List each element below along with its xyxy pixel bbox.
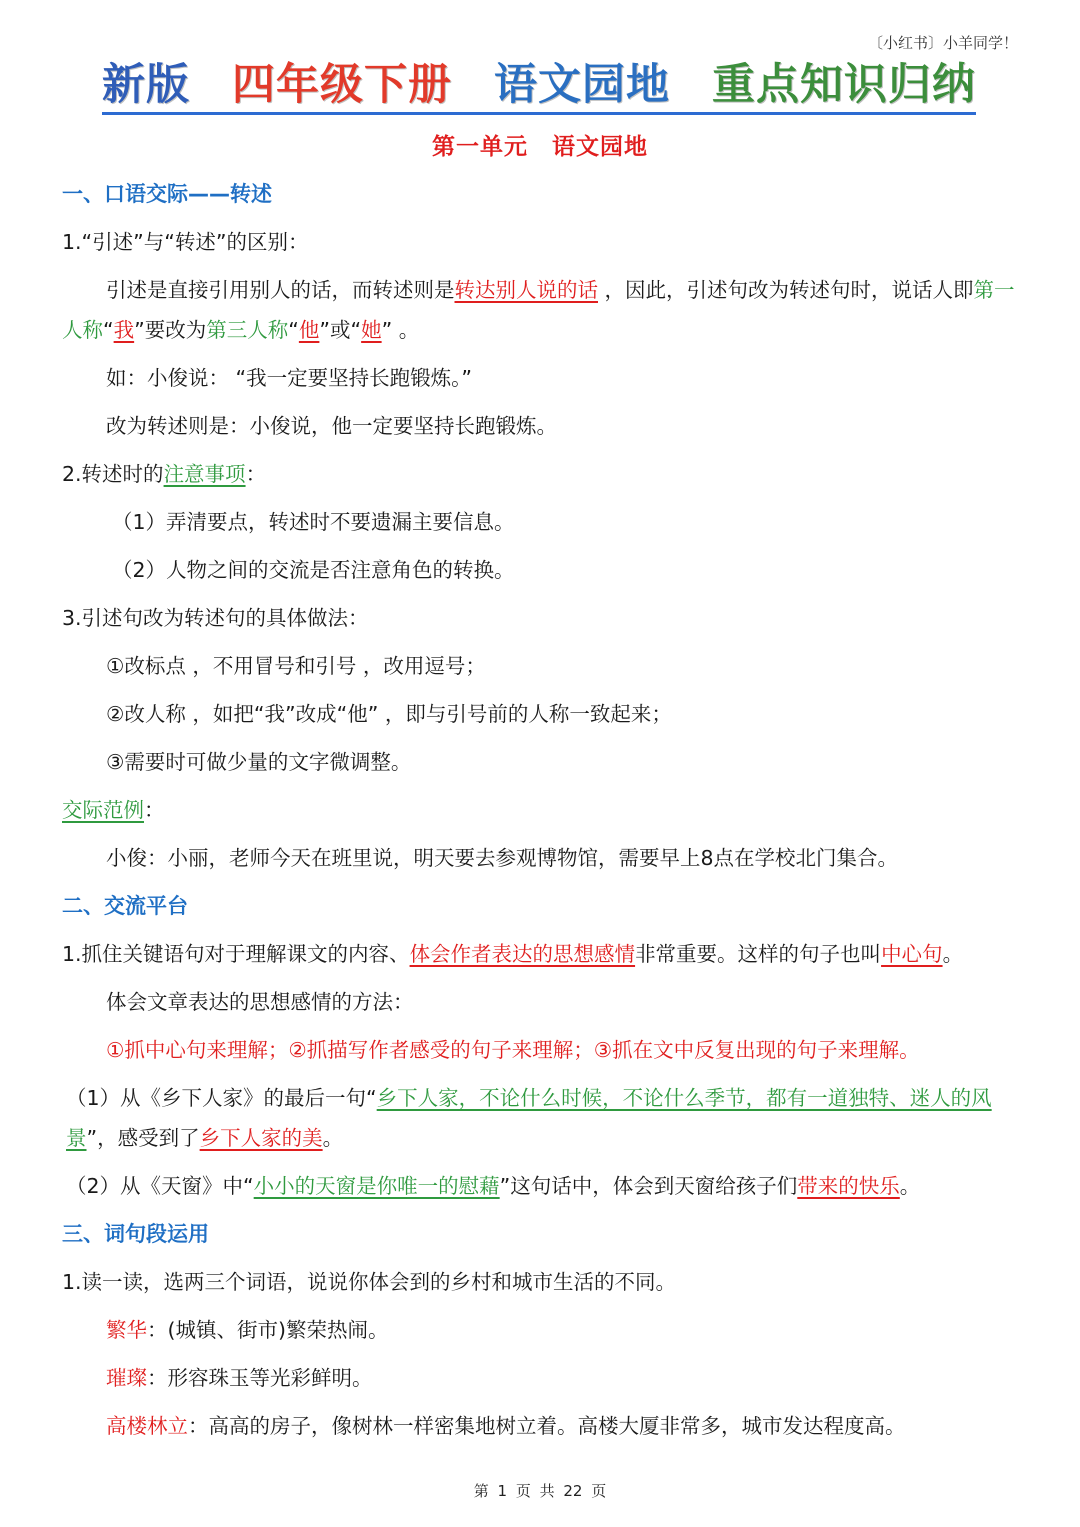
method-step-3: ③需要时可做少量的文字微调整。 <box>106 750 412 774</box>
note-item-2: （2）人物之间的交流是否注意角色的转换。 <box>112 558 515 582</box>
sample-text: 小俊：小丽，老师今天在班里说，明天要去参观博物馆，需要早上8点在学校北门集合。 <box>106 846 899 870</box>
unit-title: 第一单元 语文园地 <box>432 134 648 160</box>
banner-part-summary: 重点知识归纳 <box>712 60 976 110</box>
page-footer: 第 1 页 共 22 页 <box>473 1482 607 1500</box>
term-item: 璀璨：形容珠玉等光彩鲜明。 <box>106 1366 373 1390</box>
section-heading-2: 二、交流平台 <box>62 894 188 918</box>
question-1: 1.“引述”与“转述”的区别： <box>62 230 309 254</box>
section-heading-1: 一、口语交际——转述 <box>62 182 272 206</box>
method-intro: 体会文章表达的思想感情的方法： <box>106 990 414 1014</box>
example-skylight: （2）从《天窗》中“小小的天窗是你唯一的慰藉”这句话中，体会到天窗给孩子们带来的快乐。 <box>66 1174 921 1198</box>
sample-label: 交际范例： <box>62 798 165 822</box>
term-item: 繁华：(城镇、街市)繁荣热闹。 <box>106 1318 389 1342</box>
watermark: 〔小红书〕小羊同学！ <box>867 34 1018 52</box>
banner-part-new-edition: 新版 <box>102 60 190 110</box>
question-3: 3.引述句改为转述句的具体做法： <box>62 606 369 630</box>
banner-part-garden: 语文园地 <box>494 60 670 110</box>
method-step-1: ①改标点 ，不用冒号和引号 ，改用逗号； <box>106 654 486 678</box>
banner-divider <box>102 112 976 115</box>
question-3-1: 1.读一读，选两三个词语，说说你体会到的乡村和城市生活的不同。 <box>62 1270 677 1294</box>
term-item: 高楼林立：高高的房子，像树林一样密集地树立着。高楼大厦非常多，城市发达程度高。 <box>106 1414 906 1438</box>
methods-list: ①抓中心句来理解；②抓描写作者感受的句子来理解；③抓在文中反复出现的句子来理解。 <box>106 1038 920 1062</box>
method-step-2: ②改人称 ，如把“我”改成“他” ，即与引号前的人称一致起来； <box>106 702 672 726</box>
content-body <box>62 170 1018 1450</box>
converted-sentence: 改为转述则是：小俊说，他一定要坚持长跑锻炼。 <box>106 414 557 438</box>
note-item-1: （1）弄清要点，转述时不要遗漏主要信息。 <box>112 510 515 534</box>
section-heading-3: 三、词句段运用 <box>62 1222 209 1246</box>
paragraph-quote-vs-report: 引述是直接引用别人的话，而转述则是转达别人说的话 ，因此，引述句改为转述句时，说话人即第一人称“我”要改为第三人称“他”或“她” 。 <box>62 278 1015 342</box>
banner-part-grade: 四年级下册 <box>232 60 452 110</box>
example-sentence: 如：小俊说： “我一定要坚持长跑锻炼。” <box>106 366 473 390</box>
key-sentence-paragraph: 1.抓住关键语句对于理解课文的内容、体会作者表达的思想感情非常重要。这样的句子也叫中心句。 <box>62 942 964 966</box>
example-rural-homes: （1）从《乡下人家》的最后一句“乡下人家，不论什么时候，不论什么季节，都有一道独特、迷人的风景”，感受到了乡下人家的美。 <box>66 1086 992 1150</box>
banner-title <box>102 56 976 114</box>
question-2: 2.转述时的注意事项： <box>62 462 267 486</box>
